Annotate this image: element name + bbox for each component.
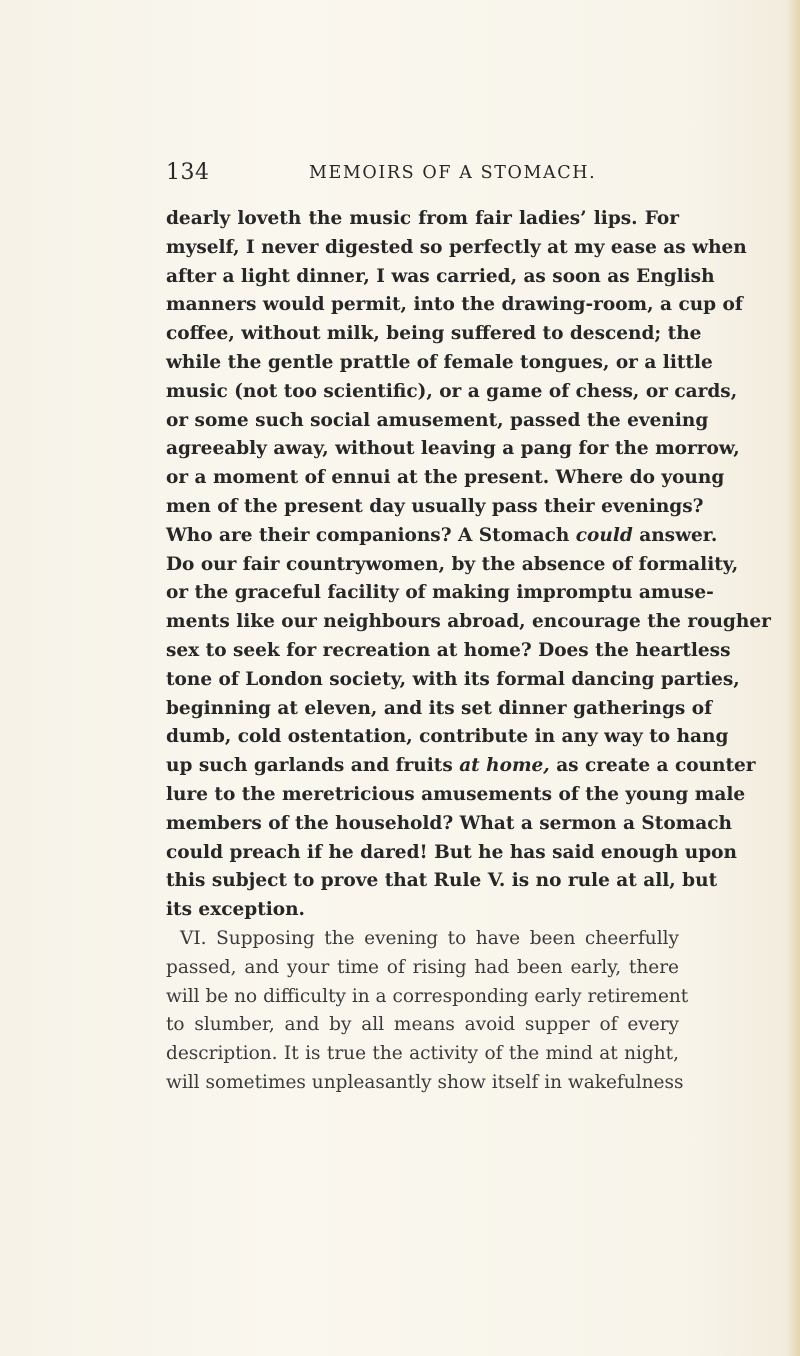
text-line: lure to the meretricious amusements of the young male	[166, 783, 746, 805]
text-line: myself, I never digested so perfectly at my ease as when	[166, 236, 747, 258]
text-line: while the gentle prattle of female tongues, or a little	[166, 351, 713, 373]
text-segment: up such garlands and fruits	[166, 755, 460, 777]
text-segment: as create a counter	[549, 755, 756, 777]
text-line: its exception.	[166, 899, 306, 921]
text-line: ments like our neighbours abroad, encourage the rougher	[166, 611, 771, 633]
text-line	[166, 522, 718, 551]
text-line: coffee, without milk, being suffered to descend; the	[166, 323, 702, 345]
text-line: or some such social amusement, passed the evening	[166, 409, 709, 431]
text-line: beginning at eleven, and its set dinner gatherings of	[166, 697, 713, 719]
text-line: members of the household? What a sermon a Stomach	[166, 812, 732, 834]
text-line: agreeably away, without leaving a pang for the morrow,	[166, 438, 740, 460]
text-line: music (not too scientific), or a game of chess, or cards,	[166, 380, 738, 402]
running-head	[166, 158, 662, 188]
text-line: dearly loveth the music from fair ladies’ lips. For	[166, 208, 679, 229]
text-line: VI. Supposing the evening to have been cheerfully	[180, 927, 679, 949]
text-line: or the graceful facility of making impromptu amuse-	[166, 582, 714, 604]
text-line: manners would permit, into the drawing-room, a cup of	[166, 294, 743, 316]
page-edge-shading	[786, 0, 800, 1356]
text-line: will be no difficulty in a corresponding early retirement	[166, 985, 689, 1007]
text-line: sex to seek for recreation at home? Does the heartless	[166, 639, 731, 661]
text-segment: Who are their companions? A Stomach	[166, 524, 576, 546]
text-line: this subject to prove that Rule V. is no rule at all, but	[166, 870, 718, 892]
text-line: could preach if he dared! But he has said enough upon	[166, 841, 737, 863]
page-number: 134	[166, 160, 210, 185]
running-title: MEMOIRS OF A STOMACH.	[309, 163, 597, 183]
text-line: tone of London society, with its formal dancing parties,	[166, 668, 740, 690]
text-line: passed, and your time of rising had been early, there	[166, 956, 679, 978]
text-line: or a moment of ennui at the present. Where do young	[166, 467, 725, 489]
italic-word: could	[575, 524, 633, 546]
italic-phrase: at home,	[459, 755, 550, 777]
text-line: men of the present day usually pass their evenings?	[166, 495, 704, 517]
text-line: to slumber, and by all means avoid supper of every	[166, 1014, 679, 1036]
text-segment: answer.	[632, 524, 718, 546]
text-line: will sometimes unpleasantly show itself in wakefulness	[166, 1071, 684, 1093]
body-text	[166, 205, 771, 1098]
text-line: dumb, cold ostentation, contribute in any way to hang	[166, 726, 729, 748]
text-line: after a light dinner, I was carried, as soon as English	[166, 265, 715, 287]
text-line: description. It is true the activity of the mind at night,	[166, 1043, 679, 1065]
text-line	[166, 752, 756, 781]
text-line: Do our fair countrywomen, by the absence of formality,	[166, 553, 739, 575]
